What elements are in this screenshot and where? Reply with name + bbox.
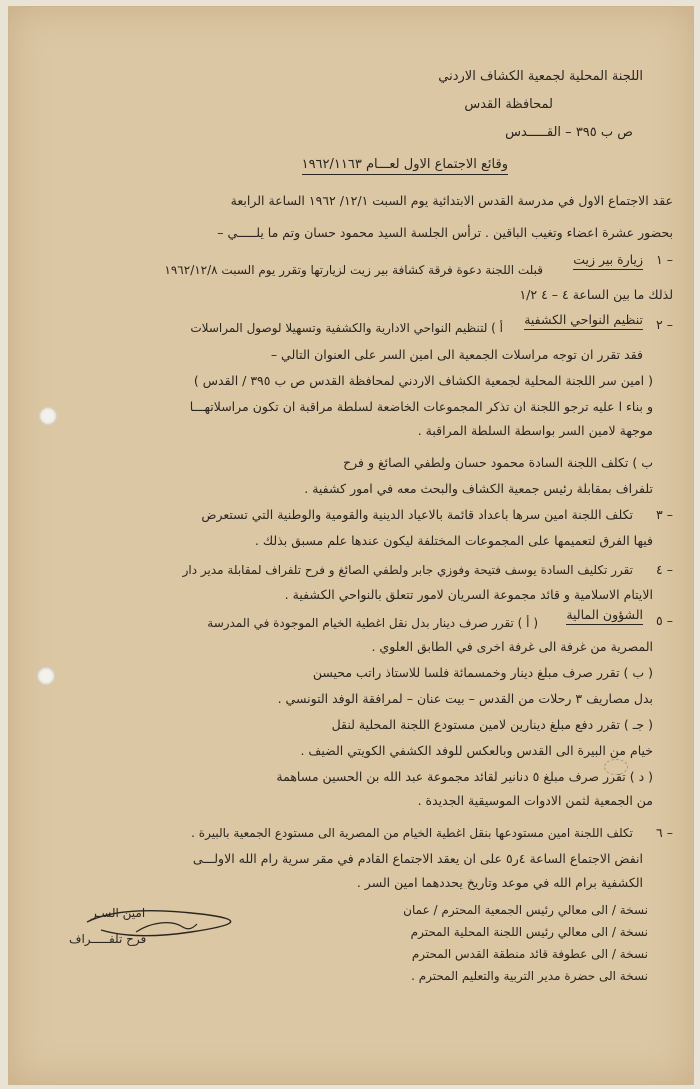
copy-line-2: نسخة / الى معالي رئيس اللجنة المحلية المحترم bbox=[410, 925, 648, 939]
item-1-line-2: لذلك ما بين الساعة ٤ – ٤ ١/٢ bbox=[519, 287, 673, 302]
item-2-line-3: ( امين سر اللجنة المحلية لجمعية الكشاف الاردني لمحافظة القدس ص ب ٣٩٥ / القدس ) bbox=[193, 373, 653, 388]
item-4-line-2: الايتام الاسلامية و قائد مجموعة السريان لامور تتعلق بالنواحي الكشفية . bbox=[284, 587, 653, 602]
item-2-a: أ ) لتنظيم النواحي الادارية والكشفية وتسهيلا لوصول المراسلات bbox=[190, 321, 503, 335]
signature-name: فرح تلفـــــراف bbox=[69, 932, 147, 946]
item-6-line-1: تكلف اللجنة امين مستودعها بنقل اغطية الخيام من المصرية الى مستودع الجمعية بالبيرة . bbox=[191, 826, 633, 840]
document-title: وقائع الاجتماع الاول لعـــام ١٩٦٢/١١٦٣ bbox=[302, 157, 508, 175]
item-5-heading: الشؤون المالية bbox=[566, 607, 643, 625]
intro-line-1: عقد الاجتماع الاول في مدرسة القدس الابتدائية يوم السبت ١٢/١/ ١٩٦٢ الساعة الرابعة bbox=[230, 193, 673, 208]
item-4-line-1: تقرر تكليف السادة يوسف فتيحة وفوزي جابر ولطفي الصائغ و فرح تلفراف لمقابلة مدير دار bbox=[182, 563, 633, 577]
item-2-line-2: فقد تقرر ان توجه مراسلات الجمعية الى امين السر على العنوان التالي – bbox=[270, 347, 643, 362]
item-5-d-line-2: من الجمعية لثمن الادوات الموسيقية الجديدة . bbox=[417, 793, 653, 808]
item-5-b-line-2: بدل مصاريف ٣ رحلات من القدس – بيت عنان – لمرافقة الوفد التونسي . bbox=[277, 691, 653, 706]
copy-line-4: نسخة الى حضرة مدير التربية والتعليم المحترم . bbox=[411, 969, 648, 983]
copy-line-1: نسخة / الى معالي رئيس الجمعية المحترم / عمان bbox=[403, 903, 648, 917]
punch-hole-bottom bbox=[37, 667, 55, 685]
copy-line-3: نسخة / الى عطوفة قائد منطقة القدس المحترم bbox=[411, 947, 648, 961]
item-5-d: ( د ) تقرر صرف مبلغ ٥ دنانير لقائد مجموعة عبد الله بن الحسين مساهمة bbox=[276, 769, 653, 784]
item-5-c: ( جـ ) تقرر دفع مبلغ دينارين لامين مستودع اللجنة المحلية لنقل bbox=[331, 717, 653, 732]
header-governorate: لمحافظة القدس bbox=[464, 97, 553, 112]
item-2-b-line-2: تلفراف بمقابلة رئيس جمعية الكشاف والبحث معه في امور كشفية . bbox=[304, 481, 653, 496]
item-2-heading: تنظيم النواحي الكشفية bbox=[524, 312, 643, 330]
header-po-box: ص ب ٣٩٥ – القـــــدس bbox=[505, 125, 633, 140]
document-page bbox=[8, 6, 694, 1085]
punch-hole-top bbox=[39, 407, 57, 425]
item-1-line-1: قبلت اللجنة دعوة فرقة كشافة بير زيت لزيارتها وتقرر يوم السبت ١٩٦٢/١٢/٨ bbox=[164, 263, 543, 277]
item-3-line-1: تكلف اللجنة امين سرها باعداد قائمة بالاعياد الدينية والقومية والوطنية التي تستعرض bbox=[201, 507, 633, 522]
item-6-number: ٦ – bbox=[656, 825, 673, 840]
item-1-number: ١ – bbox=[656, 252, 673, 267]
intro-line-2: بحضور عشرة اعضاء وتغيب الباقين . ترأس الجلسة السيد محمود حسان وتم ما يلـــــي – bbox=[217, 225, 673, 240]
item-6-line-3: الكشفية برام الله في موعد وتاريخ يحددهما امين السر . bbox=[356, 875, 643, 890]
item-1-heading: زيارة بير زيت bbox=[573, 252, 643, 270]
item-3-line-2: فيها الفرق لتعميمها على المجموعات المختلفة ليكون عندها علم مسبق بذلك . bbox=[254, 533, 653, 548]
item-2-line-4: و بناء ا عليه ترجو اللجنة ان تذكر المجموعات الخاضعة لسلطة مراقبة ان تكون مراسلاتهـــا bbox=[189, 399, 653, 414]
item-2-line-5: موجهة لامين السر بواسطة السلطة المراقبة . bbox=[417, 423, 653, 438]
item-5-number: ٥ – bbox=[656, 613, 673, 628]
item-5-a: ( أ ) تقرر صرف دينار بدل نقل اغطية الخيام الموجودة في المدرسة bbox=[207, 616, 538, 630]
item-2-b: ب ) تكلف اللجنة السادة محمود حسان ولطفي الصائغ و فرح bbox=[343, 455, 653, 470]
header-org-name: اللجنة المحلية لجمعية الكشاف الاردني bbox=[438, 69, 643, 84]
item-3-number: ٣ – bbox=[656, 507, 673, 522]
item-5-b: ( ب ) تقرر صرف مبلغ دينار وخمسمائة فلسا للاستاذ راتب محيسن bbox=[312, 665, 653, 680]
signature-title: امين السـر bbox=[91, 906, 146, 920]
item-6-line-2: انفض الاجتماع الساعة ٤ر٥ على ان يعقد الاجتماع القادم في مقر سرية رام الله الاولـــى bbox=[192, 851, 643, 866]
item-5-c-line-2: خيام من البيرة الى القدس وبالعكس للوفد الكشفي الكويتي الضيف . bbox=[300, 743, 653, 758]
item-2-number: ٢ – bbox=[656, 317, 673, 332]
item-4-number: ٤ – bbox=[656, 562, 673, 577]
item-5-a-line-2: المصرية من غرفة الى غرفة اخرى في الطابق العلوي . bbox=[371, 639, 653, 654]
